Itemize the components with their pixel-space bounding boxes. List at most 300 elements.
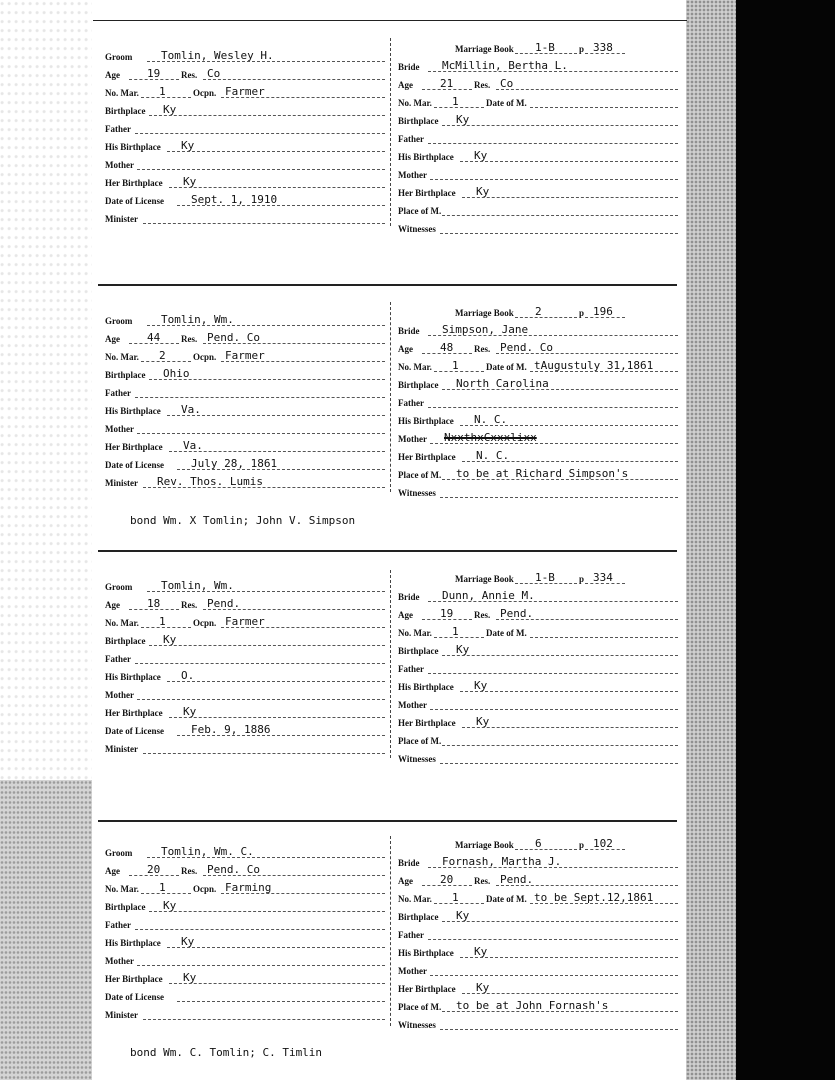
- page-value: 102: [593, 837, 613, 850]
- bride-field-row: [393, 960, 678, 978]
- groom-field-row: [100, 208, 385, 226]
- marriage-book-label: Marriage Book: [455, 308, 514, 318]
- bride-field-row: [393, 338, 678, 356]
- fill-line: [515, 317, 577, 318]
- field-label: Date of License: [105, 196, 164, 206]
- field-value: 19: [147, 67, 161, 80]
- field-label: Her Birthplace: [105, 974, 163, 984]
- marriage-book-label: Marriage Book: [455, 44, 514, 54]
- groom-field-row: [100, 418, 385, 436]
- fill-line: [428, 143, 678, 144]
- field-label: Mother: [105, 690, 134, 700]
- marriage-book-line: [393, 568, 678, 586]
- scan-black-edge: [736, 0, 835, 1080]
- field-label-secondary: Res.: [181, 70, 198, 80]
- field-value: Tomlin, Wm.: [161, 313, 234, 326]
- field-value: Ky: [474, 945, 488, 958]
- marriage-book-value: 1-B: [535, 41, 555, 54]
- field-label: Place of M.: [398, 470, 442, 480]
- field-value: N. C.: [474, 413, 508, 426]
- groom-field-row: [100, 1004, 385, 1022]
- fill-line: [141, 361, 191, 362]
- field-value: Ky: [183, 175, 197, 188]
- bride-column: [393, 302, 678, 500]
- field-label: Age: [105, 600, 120, 610]
- field-value: 1: [159, 615, 166, 628]
- field-label: Her Birthplace: [398, 718, 456, 728]
- bride-field-row: [393, 446, 678, 464]
- field-label: Age: [398, 876, 413, 886]
- field-value: Tomlin, Wm.: [161, 579, 234, 592]
- field-value-secondary: to be Sept.12,1861: [534, 891, 654, 904]
- fill-line: [149, 645, 385, 646]
- groom-field-row: [100, 594, 385, 612]
- field-label: Her Birthplace: [105, 708, 163, 718]
- field-value: 44: [147, 331, 161, 344]
- bride-field-row: [393, 870, 678, 888]
- bride-field-row: [393, 1014, 678, 1032]
- bride-field-row: [393, 748, 678, 766]
- page-value: 334: [593, 571, 613, 584]
- fill-line: [167, 947, 385, 948]
- fill-line: [137, 699, 385, 700]
- fill-line: [141, 893, 191, 894]
- field-label: Place of M.: [398, 206, 442, 216]
- marriage-book-label: Marriage Book: [455, 574, 514, 584]
- bride-field-row: [393, 888, 678, 906]
- field-value: Ky: [183, 971, 197, 984]
- bride-field-row: [393, 410, 678, 428]
- field-label: Her Birthplace: [105, 442, 163, 452]
- field-label: No. Mar.: [105, 618, 139, 628]
- page-label: p: [579, 44, 585, 54]
- bride-field-row: [393, 374, 678, 392]
- groom-field-row: [100, 328, 385, 346]
- fill-line: [143, 1019, 385, 1020]
- header-spacer: [100, 834, 385, 842]
- field-value: to be at John Fornash's: [456, 999, 609, 1012]
- field-value: Ky: [456, 643, 470, 656]
- field-value: 1: [159, 85, 166, 98]
- bride-field-row: [393, 92, 678, 110]
- groom-field-row: [100, 720, 385, 738]
- field-label: His Birthplace: [398, 682, 454, 692]
- fill-line: [135, 929, 385, 930]
- fill-line: [530, 637, 678, 638]
- fill-line: [141, 97, 191, 98]
- field-value: 48: [440, 341, 454, 354]
- field-value: Ky: [163, 103, 177, 116]
- groom-field-row: [100, 436, 385, 454]
- field-value-secondary: Pend.: [500, 873, 534, 886]
- fill-line: [440, 1029, 678, 1030]
- bride-field-row: [393, 182, 678, 200]
- bride-field-row: [393, 622, 678, 640]
- field-label: Father: [105, 124, 131, 134]
- field-label: Groom: [105, 848, 133, 858]
- field-value: Sept. 1, 1910: [191, 193, 278, 206]
- field-label-secondary: Date of M.: [486, 98, 527, 108]
- bride-column: [393, 834, 678, 1032]
- groom-field-row: [100, 684, 385, 702]
- bride-field-row: [393, 586, 678, 604]
- card-separator: [98, 820, 677, 822]
- field-value: Ky: [181, 935, 195, 948]
- field-value: Ky: [476, 185, 490, 198]
- field-value: Ky: [181, 139, 195, 152]
- marriage-book-line: [393, 38, 678, 56]
- field-label: Groom: [105, 582, 133, 592]
- marriage-book-line: [393, 834, 678, 852]
- groom-column: [100, 568, 385, 756]
- fill-line: [428, 407, 678, 408]
- field-value: McMillin, Bertha L.: [442, 59, 568, 72]
- field-label: Date of License: [105, 460, 164, 470]
- marriage-card: [100, 568, 680, 808]
- field-value-secondary: Pend.: [207, 597, 241, 610]
- groom-field-row: [100, 630, 385, 648]
- field-value: 1: [452, 625, 459, 638]
- fill-line: [137, 433, 385, 434]
- bride-field-row: [393, 852, 678, 870]
- field-label: Birthplace: [398, 116, 439, 126]
- page-value: 338: [593, 41, 613, 54]
- bride-field-row: [393, 74, 678, 92]
- field-label: No. Mar.: [105, 884, 139, 894]
- card-separator: [98, 550, 677, 552]
- field-value: Ky: [474, 149, 488, 162]
- field-label: Minister: [105, 744, 138, 754]
- field-label: Birthplace: [105, 106, 146, 116]
- fill-line: [169, 187, 385, 188]
- field-label-secondary: Res.: [474, 876, 491, 886]
- groom-field-row: [100, 914, 385, 932]
- field-label: Mother: [398, 700, 427, 710]
- groom-field-row: [100, 932, 385, 950]
- field-label: Place of M.: [398, 736, 442, 746]
- field-label: No. Mar.: [105, 352, 139, 362]
- field-label: Date of License: [105, 992, 164, 1002]
- bride-field-row: [393, 604, 678, 622]
- marriage-book-line: [393, 302, 678, 320]
- field-label: Father: [105, 920, 131, 930]
- fill-line: [434, 637, 484, 638]
- fill-line: [460, 957, 678, 958]
- field-value: Ky: [474, 679, 488, 692]
- field-label-secondary: Res.: [181, 600, 198, 610]
- field-label: Mother: [105, 160, 134, 170]
- bond-note: bond Wm. X Tomlin; John V. Simpson: [130, 514, 356, 527]
- fill-line: [177, 1001, 385, 1002]
- header-spacer: [100, 568, 385, 576]
- bride-field-row: [393, 996, 678, 1014]
- bride-field-row: [393, 712, 678, 730]
- field-label-secondary: Ocpn.: [193, 884, 217, 894]
- marriage-card: [100, 38, 680, 278]
- field-label: Witnesses: [398, 224, 436, 234]
- groom-field-row: [100, 648, 385, 666]
- groom-field-row: [100, 738, 385, 756]
- bride-field-row: [393, 428, 678, 446]
- field-label: Minister: [105, 1010, 138, 1020]
- fill-line: [442, 215, 678, 216]
- groom-field-row: [100, 702, 385, 720]
- field-label: His Birthplace: [105, 406, 161, 416]
- field-value: Rev. Thos. Lumis: [157, 475, 263, 488]
- fill-line: [462, 993, 678, 994]
- field-value-secondary: Farming: [225, 881, 272, 894]
- field-label: Age: [398, 610, 413, 620]
- field-label: Mother: [105, 956, 134, 966]
- field-label: Minister: [105, 214, 138, 224]
- groom-field-row: [100, 382, 385, 400]
- field-label: Birthplace: [398, 380, 439, 390]
- marriage-book-value: 2: [535, 305, 542, 318]
- field-label-secondary: Ocpn.: [193, 88, 217, 98]
- field-label-secondary: Res.: [181, 866, 198, 876]
- field-label: Father: [398, 664, 424, 674]
- bride-field-row: [393, 640, 678, 658]
- groom-column: [100, 834, 385, 1022]
- field-label: Witnesses: [398, 488, 436, 498]
- field-label-secondary: Ocpn.: [193, 352, 217, 362]
- field-label-secondary: Res.: [181, 334, 198, 344]
- groom-field-row: [100, 100, 385, 118]
- groom-field-row: [100, 154, 385, 172]
- groom-field-row: [100, 400, 385, 418]
- groom-field-row: [100, 190, 385, 208]
- field-label-secondary: Res.: [474, 80, 491, 90]
- groom-field-row: [100, 346, 385, 364]
- field-label: Father: [105, 388, 131, 398]
- field-value: Ohio: [163, 367, 190, 380]
- bride-field-row: [393, 356, 678, 374]
- field-label: Date of License: [105, 726, 164, 736]
- bride-field-row: [393, 730, 678, 748]
- marriage-card: [100, 302, 680, 542]
- field-value-secondary: Pend. Co: [500, 341, 553, 354]
- field-label-secondary: Date of M.: [486, 894, 527, 904]
- fill-line: [442, 921, 678, 922]
- fill-line: [430, 179, 678, 180]
- field-value: to be at Richard Simpson's: [456, 467, 629, 480]
- field-value: Ky: [476, 981, 490, 994]
- field-value: Fornash, Martha J.: [442, 855, 562, 868]
- groom-field-row: [100, 878, 385, 896]
- fill-line: [440, 763, 678, 764]
- fill-line: [167, 151, 385, 152]
- fill-line: [135, 133, 385, 134]
- field-label: Birthplace: [105, 636, 146, 646]
- field-label: Age: [398, 344, 413, 354]
- fill-line: [460, 161, 678, 162]
- groom-column: [100, 38, 385, 226]
- field-label: Bride: [398, 326, 420, 336]
- field-label: Bride: [398, 858, 420, 868]
- bride-field-row: [393, 392, 678, 410]
- field-label: Age: [105, 334, 120, 344]
- field-value: Va.: [183, 439, 203, 452]
- groom-field-row: [100, 364, 385, 382]
- groom-field-row: [100, 454, 385, 472]
- field-label: His Birthplace: [105, 672, 161, 682]
- field-value-secondary: Co: [207, 67, 221, 80]
- fill-line: [428, 939, 678, 940]
- field-label: Age: [105, 70, 120, 80]
- groom-field-row: [100, 64, 385, 82]
- bride-field-row: [393, 128, 678, 146]
- field-label: Age: [105, 866, 120, 876]
- field-value: 20: [440, 873, 454, 886]
- fill-line: [143, 753, 385, 754]
- field-label: Father: [398, 930, 424, 940]
- marriage-card: [100, 834, 680, 1074]
- page-label: p: [579, 840, 585, 850]
- field-value: 1: [452, 891, 459, 904]
- header-spacer: [100, 38, 385, 46]
- fill-line: [167, 681, 385, 682]
- field-label: Mother: [105, 424, 134, 434]
- field-label: His Birthplace: [105, 938, 161, 948]
- bride-field-row: [393, 320, 678, 338]
- marriage-book-label: Marriage Book: [455, 840, 514, 850]
- field-value: N. C.: [476, 449, 510, 462]
- bride-field-row: [393, 978, 678, 996]
- field-label-secondary: Res.: [474, 610, 491, 620]
- groom-field-row: [100, 172, 385, 190]
- fill-line: [440, 497, 678, 498]
- groom-field-row: [100, 310, 385, 328]
- field-label-secondary: Date of M.: [486, 362, 527, 372]
- field-value: 1: [159, 881, 166, 894]
- fill-line: [440, 233, 678, 234]
- field-value-secondary: Farmer: [225, 85, 265, 98]
- groom-field-row: [100, 950, 385, 968]
- field-value: Ky: [183, 705, 197, 718]
- field-value: 1: [452, 359, 459, 372]
- fill-line: [141, 627, 191, 628]
- fill-line: [442, 125, 678, 126]
- field-label: Her Birthplace: [398, 984, 456, 994]
- fill-line: [442, 655, 678, 656]
- marriage-book-value: 6: [535, 837, 542, 850]
- field-label: Father: [398, 134, 424, 144]
- fill-line: [430, 975, 678, 976]
- scan-noise-lower-left: [0, 780, 92, 1080]
- bride-column: [393, 38, 678, 236]
- scan-noise-right: [686, 0, 736, 1080]
- field-label: Mother: [398, 434, 427, 444]
- field-value: Ky: [163, 633, 177, 646]
- fill-line: [149, 115, 385, 116]
- header-spacer: [100, 302, 385, 310]
- field-value: Ky: [456, 113, 470, 126]
- field-value: 2: [159, 349, 166, 362]
- field-label: His Birthplace: [398, 948, 454, 958]
- fill-line: [430, 709, 678, 710]
- field-label: Birthplace: [105, 902, 146, 912]
- groom-field-row: [100, 612, 385, 630]
- field-value-secondary: tAugustuly 31,1861: [534, 359, 654, 372]
- fill-line: [137, 169, 385, 170]
- page-label: p: [579, 574, 585, 584]
- bride-field-row: [393, 464, 678, 482]
- bride-field-row: [393, 924, 678, 942]
- bride-field-row: [393, 482, 678, 500]
- groom-field-row: [100, 136, 385, 154]
- fill-line: [135, 397, 385, 398]
- field-label: Father: [105, 654, 131, 664]
- page-top-rule: [93, 20, 687, 21]
- field-label-secondary: Date of M.: [486, 628, 527, 638]
- field-value: July 28, 1861: [191, 457, 278, 470]
- field-label: Birthplace: [398, 912, 439, 922]
- field-label: No. Mar.: [398, 362, 432, 372]
- fill-line: [515, 849, 577, 850]
- field-label: Birthplace: [398, 646, 439, 656]
- field-label: Mother: [398, 170, 427, 180]
- bride-field-row: [393, 906, 678, 924]
- bond-note: bond Wm. C. Tomlin; C. Timlin: [130, 1046, 323, 1059]
- groom-field-row: [100, 842, 385, 860]
- field-value: 18: [147, 597, 161, 610]
- fill-line: [169, 983, 385, 984]
- field-value: Feb. 9, 1886: [191, 723, 271, 736]
- field-label: Father: [398, 398, 424, 408]
- fill-line: [434, 903, 484, 904]
- marriage-book-value: 1-B: [535, 571, 555, 584]
- fill-line: [169, 717, 385, 718]
- bride-field-row: [393, 200, 678, 218]
- field-value: 1: [452, 95, 459, 108]
- fill-line: [203, 79, 385, 80]
- field-value: Tomlin, Wesley H.: [161, 49, 274, 62]
- field-label-secondary: Res.: [474, 344, 491, 354]
- field-label: Her Birthplace: [398, 188, 456, 198]
- field-value: North Carolina: [456, 377, 549, 390]
- field-value-secondary: Farmer: [225, 349, 265, 362]
- field-value: Ky: [456, 909, 470, 922]
- fill-line: [143, 223, 385, 224]
- field-value: Ky: [476, 715, 490, 728]
- bride-field-row: [393, 942, 678, 960]
- field-label: Minister: [105, 478, 138, 488]
- fill-line: [460, 691, 678, 692]
- page-value: 196: [593, 305, 613, 318]
- field-label: Witnesses: [398, 754, 436, 764]
- fill-line: [462, 197, 678, 198]
- field-value: Ky: [163, 899, 177, 912]
- field-label: No. Mar.: [398, 894, 432, 904]
- bride-field-row: [393, 110, 678, 128]
- bride-column: [393, 568, 678, 766]
- card-separator: [98, 284, 677, 286]
- fill-line: [137, 965, 385, 966]
- groom-field-row: [100, 968, 385, 986]
- field-value: 20: [147, 863, 161, 876]
- groom-field-row: [100, 986, 385, 1004]
- field-value: Va.: [181, 403, 201, 416]
- field-value-secondary: Pend. Co: [207, 331, 260, 344]
- groom-column: [100, 302, 385, 490]
- field-value: O.: [181, 669, 195, 682]
- field-label: Mother: [398, 966, 427, 976]
- fill-line: [428, 673, 678, 674]
- groom-field-row: [100, 896, 385, 914]
- field-label: No. Mar.: [105, 88, 139, 98]
- fill-line: [462, 727, 678, 728]
- field-label: Place of M.: [398, 1002, 442, 1012]
